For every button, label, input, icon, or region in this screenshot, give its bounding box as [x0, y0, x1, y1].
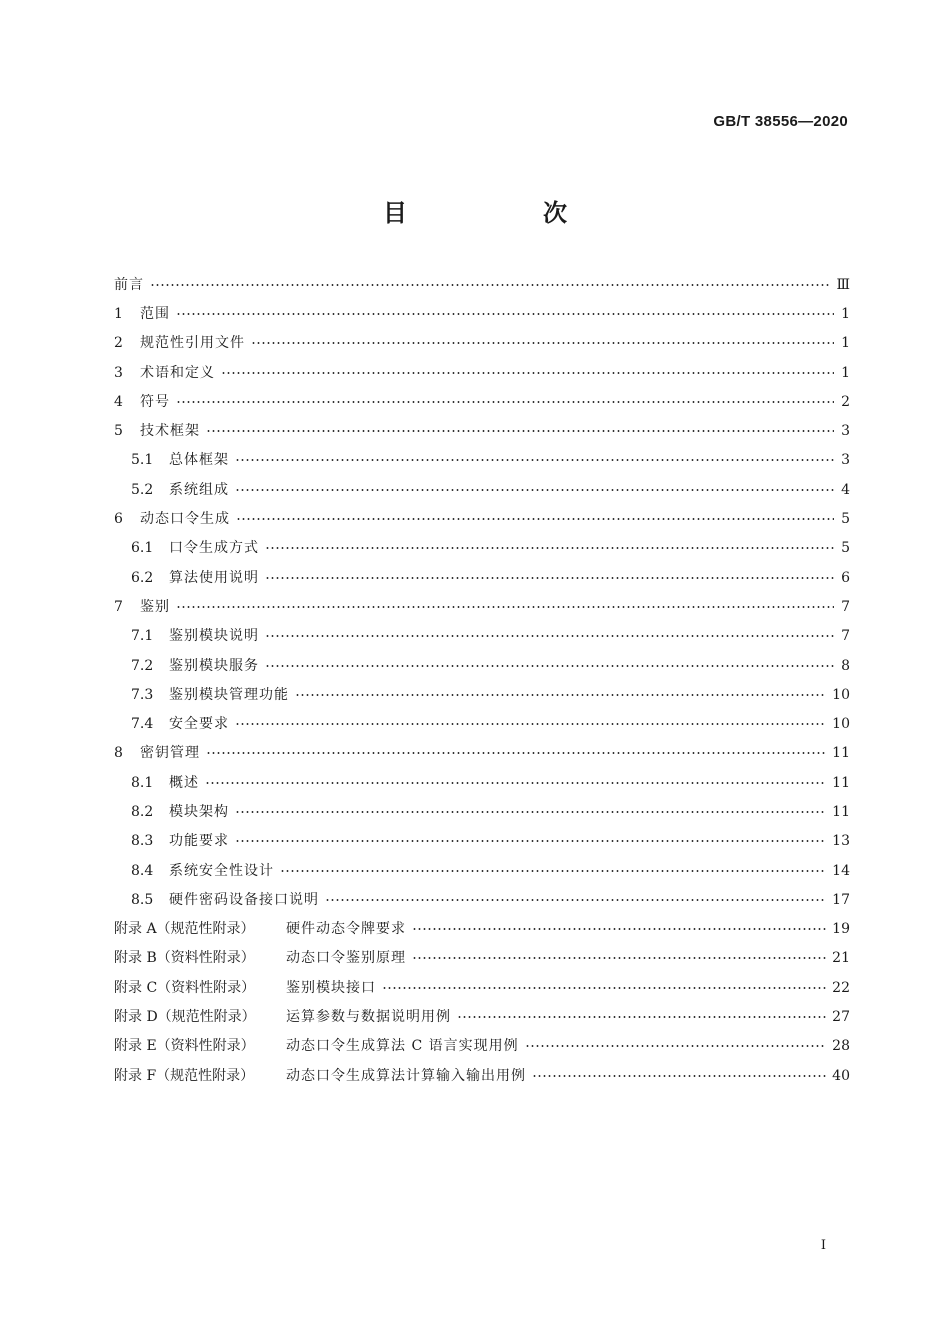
toc-entry-label: 安全要求: [169, 716, 229, 733]
toc-entry-number: 8.1: [131, 774, 154, 791]
toc-entry[interactable]: [114, 827, 850, 856]
toc-dot-leader: [532, 1075, 826, 1077]
toc-entry-label: 概述: [169, 774, 199, 791]
toc-entry-label: 鉴别模块接口: [286, 979, 376, 996]
toc-entry-number: 6.2: [131, 569, 154, 586]
toc-entry-number: 附录 D（规范性附录）: [114, 1009, 256, 1026]
toc-entry[interactable]: [114, 446, 850, 475]
toc-entry-page: 6: [841, 569, 850, 586]
toc-entry[interactable]: [114, 299, 850, 328]
toc-dot-leader: [525, 1045, 827, 1047]
toc-entry-page: 10: [832, 716, 850, 733]
toc-dot-leader: [236, 518, 834, 520]
toc-dot-leader: [457, 1016, 826, 1018]
toc-entry-number: 7.2: [131, 657, 154, 674]
toc-entry[interactable]: [114, 563, 850, 592]
toc-entry-label: 鉴别: [140, 598, 170, 615]
toc-entry-page: 28: [832, 1038, 850, 1055]
toc-entry-label: 算法使用说明: [169, 569, 259, 586]
toc-entry-label: 符号: [140, 393, 170, 410]
toc-entry-number: 3: [114, 364, 123, 381]
toc-entry[interactable]: [114, 1002, 850, 1031]
toc-entry-page: 1: [841, 364, 850, 381]
toc-entry-label: 术语和定义: [140, 364, 215, 381]
toc-entry-label: 技术框架: [140, 423, 200, 440]
toc-entry[interactable]: [114, 270, 850, 299]
toc-entry-page: 27: [832, 1009, 850, 1026]
toc-entry-number: 8: [114, 745, 123, 762]
toc-dot-leader: [295, 694, 826, 696]
toc-dot-leader: [235, 459, 834, 461]
toc-entry-page: 5: [841, 511, 850, 528]
toc-entry-number: 1: [114, 305, 123, 322]
toc-entry[interactable]: [114, 592, 850, 621]
toc-dot-leader: [265, 665, 834, 667]
toc-entry-label: 总体框架: [169, 452, 229, 469]
toc-entry-number: 8.4: [131, 862, 154, 879]
toc-entry[interactable]: [114, 622, 850, 651]
toc-dot-leader: [382, 987, 826, 989]
toc-entry[interactable]: [114, 358, 850, 387]
toc-entry-number: 6: [114, 511, 123, 528]
toc-entry-number: 附录 E（资料性附录）: [114, 1038, 255, 1055]
toc-dot-leader: [235, 489, 834, 491]
toc-entry-label: 动态口令生成算法计算输入输出用例: [286, 1067, 526, 1084]
toc-entry-label: 鉴别模块服务: [169, 657, 259, 674]
toc-entry-number: 附录 A（规范性附录）: [114, 921, 255, 938]
toc-entry[interactable]: [114, 856, 850, 885]
toc-entry[interactable]: [114, 885, 850, 914]
toc-entry-number: 附录 C（资料性附录）: [114, 979, 256, 996]
toc-entry-number: 8.5: [131, 891, 154, 908]
toc-entry-page: 4: [841, 481, 850, 498]
toc-entry-label: 硬件密码设备接口说明: [169, 891, 319, 908]
toc-entry[interactable]: [114, 329, 850, 358]
page-title: 目 次: [383, 199, 623, 227]
toc-entry[interactable]: [114, 1032, 850, 1061]
toc-entry-page: 5: [841, 540, 850, 557]
toc-dot-leader: [176, 401, 834, 403]
toc-entry-page: 13: [832, 833, 850, 850]
toc-dot-leader: [176, 606, 834, 608]
toc-dot-leader: [150, 284, 830, 286]
page-number: I: [820, 1238, 826, 1253]
toc-entry-page: 2: [841, 393, 850, 410]
toc-entry-page: 17: [832, 891, 850, 908]
toc-entry-page: 22: [832, 979, 850, 996]
toc-entry-label: 鉴别模块管理功能: [169, 686, 289, 703]
toc-entry-label: 系统安全性设计: [169, 862, 274, 879]
toc-entry-number: 5.2: [131, 481, 154, 498]
toc-entry-page: Ⅲ: [836, 276, 850, 293]
table-of-contents: [114, 270, 850, 1090]
toc-dot-leader: [205, 782, 826, 784]
toc-entry-number: 8.2: [131, 803, 154, 820]
toc-dot-leader: [221, 372, 834, 374]
toc-entry-number: 附录 F（规范性附录）: [114, 1067, 255, 1084]
toc-entry-number: 7.3: [131, 686, 154, 703]
toc-entry[interactable]: [114, 387, 850, 416]
standard-code: GB/T 38556—2020: [713, 113, 848, 130]
toc-dot-leader: [412, 957, 826, 959]
toc-dot-leader: [251, 342, 834, 344]
toc-dot-leader: [325, 899, 826, 901]
toc-dot-leader: [280, 870, 826, 872]
toc-entry[interactable]: [114, 416, 850, 445]
toc-entry-label: 动态口令鉴别原理: [286, 950, 406, 967]
toc-entry-number: 5: [114, 423, 123, 440]
toc-entry-page: 3: [841, 423, 850, 440]
toc-entry-page: 7: [841, 598, 850, 615]
toc-dot-leader: [206, 752, 826, 754]
toc-entry[interactable]: [114, 475, 850, 504]
toc-entry[interactable]: [114, 739, 850, 768]
toc-entry-page: 3: [841, 452, 850, 469]
toc-entry-number: 4: [114, 393, 123, 410]
toc-entry-label: 模块架构: [169, 803, 229, 820]
toc-dot-leader: [265, 635, 834, 637]
toc-entry-number: 7: [114, 598, 123, 615]
toc-entry[interactable]: [114, 915, 850, 944]
toc-dot-leader: [235, 840, 826, 842]
toc-entry[interactable]: [114, 504, 850, 533]
toc-entry-page: 10: [832, 686, 850, 703]
toc-dot-leader: [265, 547, 834, 549]
toc-entry-page: 1: [841, 305, 850, 322]
toc-entry-page: 40: [832, 1067, 850, 1084]
toc-entry-label: 动态口令生成算法 C 语言实现用例: [286, 1038, 519, 1055]
toc-entry-page: 8: [841, 657, 850, 674]
toc-entry-page: 19: [832, 921, 850, 938]
toc-dot-leader: [265, 577, 834, 579]
toc-entry-page: 11: [832, 774, 850, 791]
toc-entry-label: 动态口令生成: [140, 511, 230, 528]
toc-entry[interactable]: [114, 973, 850, 1002]
toc-entry-number: 8.3: [131, 833, 154, 850]
toc-entry-number: 7.4: [131, 716, 154, 733]
toc-entry-label: 前言: [114, 276, 144, 293]
toc-entry-page: 14: [832, 862, 850, 879]
toc-entry-label: 密钥管理: [140, 745, 200, 762]
toc-entry-label: 硬件动态令牌要求: [286, 921, 406, 938]
toc-entry-label: 规范性引用文件: [140, 335, 245, 352]
toc-entry-label: 功能要求: [169, 833, 229, 850]
toc-entry[interactable]: [114, 709, 850, 738]
toc-entry[interactable]: [114, 534, 850, 563]
toc-entry[interactable]: [114, 797, 850, 826]
toc-entry[interactable]: [114, 651, 850, 680]
toc-entry[interactable]: [114, 944, 850, 973]
toc-entry-number: 附录 B（资料性附录）: [114, 950, 255, 967]
toc-dot-leader: [206, 430, 834, 432]
toc-entry-page: 11: [832, 745, 850, 762]
toc-entry[interactable]: [114, 1061, 850, 1090]
toc-entry[interactable]: [114, 768, 850, 797]
toc-entry-label: 范围: [140, 305, 170, 322]
toc-dot-leader: [235, 723, 826, 725]
toc-entry-number: 2: [114, 335, 123, 352]
toc-entry-page: 7: [841, 628, 850, 645]
toc-entry-label: 运算参数与数据说明用例: [286, 1009, 451, 1026]
toc-entry[interactable]: [114, 680, 850, 709]
toc-dot-leader: [176, 313, 834, 315]
toc-entry-page: 1: [841, 335, 850, 352]
toc-entry-number: 5.1: [131, 452, 154, 469]
toc-entry-number: 6.1: [131, 540, 154, 557]
toc-entry-label: 鉴别模块说明: [169, 628, 259, 645]
toc-entry-label: 系统组成: [169, 481, 229, 498]
toc-entry-page: 11: [832, 803, 850, 820]
toc-dot-leader: [412, 928, 826, 930]
toc-entry-number: 7.1: [131, 628, 154, 645]
toc-entry-label: 口令生成方式: [169, 540, 259, 557]
toc-entry-page: 21: [832, 950, 850, 967]
toc-dot-leader: [235, 811, 826, 813]
